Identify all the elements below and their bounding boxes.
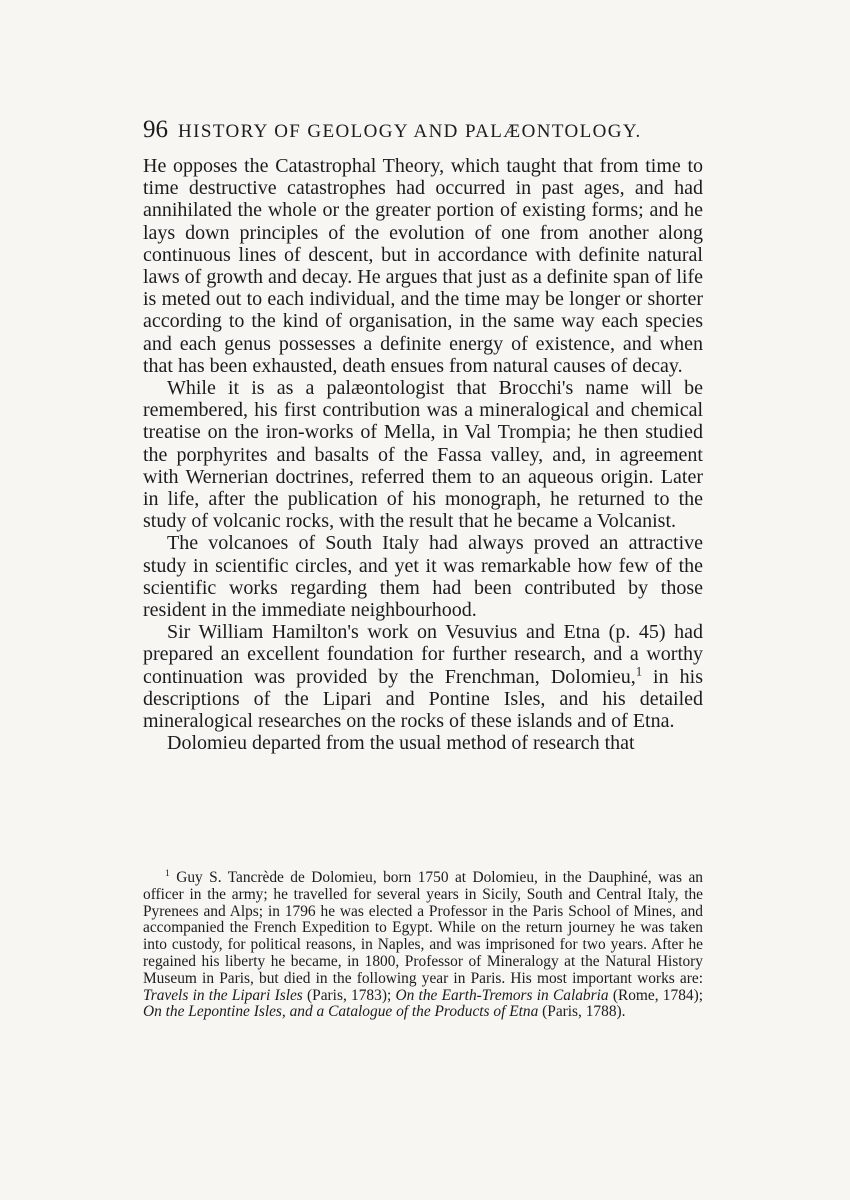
paragraph-3: The volcanoes of South Italy had always proved an attractive study in scientific circles, and yet it was remarkable how few of the scientific works regarding them had been contributed by those resident in the immediate neighbourhood. — [143, 532, 703, 622]
work-publication: (Paris, 1783); — [302, 986, 396, 1004]
running-title: HISTORY OF GEOLOGY AND PALÆONTOLOGY. — [178, 121, 642, 142]
work-title: On the Lepontine Isles, and a Catalogue of the Products of Etna — [143, 1003, 539, 1021]
paragraph-4-text-b: in his descriptions of the Lipari and Pontine Isles, and his detailed mineralogical researches on the rocks of these islands and of Etna. — [143, 665, 703, 733]
paragraph-2: While it is as a palæontologist that Brocchi's name will be remembered, his first contribution was a mineralogical and chemical treatise on the iron-works of Mella, in Val Trompia; he then studied the porphyrites and basalts of the Fassa valley, and, in agreement with Wernerian doctrines, referred them to an aqueous origin. Later in life, after the publication of his monograph, he returned to the study of volcanic rocks, with the result that he became a Volcanist. — [143, 377, 703, 533]
paragraph-5: Dolomieu departed from the usual method of research that — [167, 732, 635, 755]
page-number: 96 — [143, 116, 168, 143]
main-text — [143, 155, 703, 754]
footnote-marker: 1 — [165, 867, 170, 879]
paragraph-1: He opposes the Catastrophal Theory, which taught that from time to time destructive catastrophes had occurred in past ages, and had annihilated the whole or the greater portion of existing forms; and he lays down principles of the evolution of one from another along continuous lines of descent, but in accordance with definite natural laws of growth and decay. He argues that just as a definite span of life is meted out to each individual, and the time may be longer or shorter according to the kind of organisation, in the same way each species and each genus possesses a definite energy of existence, and when that has been exhausted, death ensues from natural causes of decay. — [143, 155, 703, 377]
work-publication: (Paris, 1788). — [538, 1003, 626, 1021]
paragraph-4 — [143, 621, 703, 732]
work-title: On the Earth-Tremors in Calabria — [395, 986, 609, 1004]
footnote-reference: 1 — [635, 664, 643, 679]
work-publication: (Rome, 1784); — [608, 986, 703, 1004]
footnote — [143, 867, 703, 1021]
running-header — [143, 116, 713, 144]
paragraph-4-text-a: Sir William Hamilton's work on Vesuvius and Etna (p. 45) had prepared an excellent foundation for further research, and a worthy continuation was provided by the Frenchman, Dolomieu, — [143, 621, 703, 688]
footnote-text: Guy S. Tancrède de Dolomieu, born 1750 at Dolomieu, in the Dauphiné, was an officer in the army; he travelled for several years in Sicily, South and Central Italy, the Pyrenees and Alps; in 1796 he was elected a Professor in the Paris School of Mines, and accompanied the French Expedition to Egypt. While on the return journey he was taken into custody, for political reasons, in Naples, and was imprisoned for two years. After he regained his liberty he became, in 1800, Professor of Mineralogy at the Natural History Museum in Paris, but died in the following year in Paris. His most important works are: — [143, 869, 703, 987]
work-title: Travels in the Lipari Isles — [143, 986, 303, 1004]
